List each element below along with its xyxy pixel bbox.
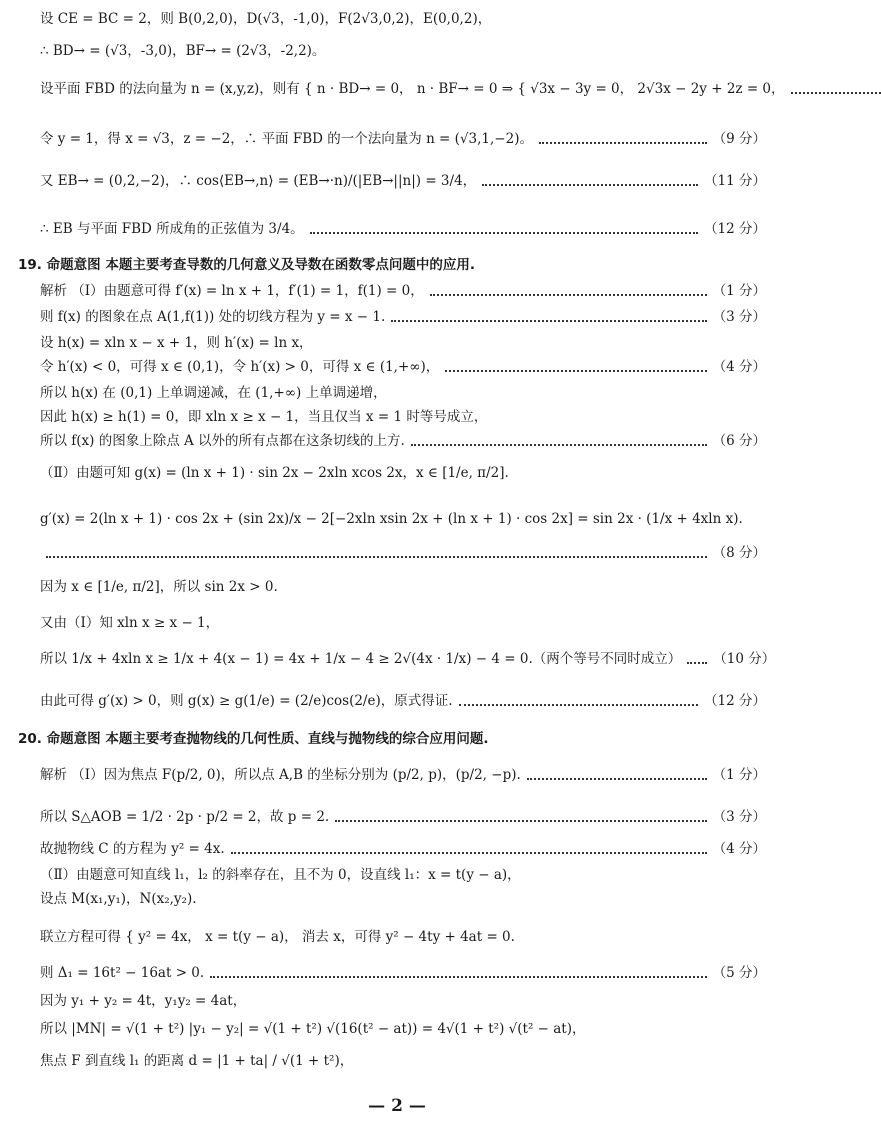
line-text: 由此可得 g′(x) > 0，则 g(x) ≥ g(1/e) = (2/e)cos(2/e)，原式得证. [40,693,453,709]
line-text: 联立方程可得 { y² = 4x， x = t(y − a)， 消去 x，可得 y² − 4ty + 4at = 0. [40,929,515,945]
solution-line [40,928,766,946]
solution-line [40,130,766,148]
solution-line [40,172,766,190]
dot-leader [231,851,707,854]
solution-line [40,408,766,426]
line-text: 设 CE = BC = 2，则 B(0,2,0)，D(√3，-1,0)，F(2√3,0,2)，E(0,0,2)， [40,11,492,27]
score-label: （12 分） [704,693,766,709]
line-text: 设 h(x) = xln x − x + 1，则 h′(x) = ln x， [40,335,313,351]
dot-leader [430,293,707,296]
solution-line [40,432,766,450]
line-text: 令 h′(x) < 0，可得 x ∈ (0,1)，令 h′(x) > 0，可得 x ∈ (1,+∞)， [40,359,440,375]
dot-leader [210,975,706,978]
line-text: 因为 x ∈ [1/e, π/2]，所以 sin 2x > 0. [40,579,278,595]
line-text: 所以 S△AOB = 1/2 · 2p · p/2 = 2，故 p = 2. [40,809,330,825]
solution-line [40,840,766,858]
solution-line [40,890,766,908]
line-text: 所以 |MN| = √(1 + t²) |y₁ − y₂| = √(1 + t²) √(16(t² − at)) = 4√(1 + t²) √(t² − at)， [40,1021,586,1037]
section-heading [18,256,766,274]
line-text: 19. 命题意图 本题主要考查导数的几何意义及导数在函数零点问题中的应用. [18,257,475,273]
score-label: （3 分） [712,309,766,325]
solution-line [40,964,766,982]
line-text: 令 y = 1，得 x = √3，z = −2，∴ 平面 FBD 的一个法向量为 n = (√3,1,−2)。 [40,131,533,147]
score-label: （5 分） [712,965,766,981]
line-text: 故抛物线 C 的方程为 y² = 4x. [40,841,225,857]
solution-line [40,10,766,28]
solution-line [40,282,766,300]
solution-line [40,866,766,884]
solution-line [40,1020,766,1038]
line-text: 20. 命题意图 本题主要考查抛物线的几何性质、直线与抛物线的综合应用问题. [18,731,489,747]
dot-leader [445,369,706,372]
score-label: （8 分） [712,545,766,561]
score-label: （1 分） [712,283,766,299]
score-label: （10 分） [713,651,776,667]
line-text: 因此 h(x) ≥ h(1) = 0，即 xln x ≥ x − 1，当且仅当 x = 1 时等号成立， [40,409,488,425]
line-text: 因为 y₁ + y₂ = 4t，y₁y₂ = 4at， [40,993,247,1009]
dot-leader [539,141,707,144]
score-label: （9 分） [712,131,766,147]
line-text: 又由（Ⅰ）知 xln x ≥ x − 1， [40,615,220,631]
section-heading [18,730,766,748]
dot-leader [527,777,707,780]
line-text: 解析 （Ⅰ）因为焦点 F(p/2, 0)，所以点 A,B 的坐标分别为 (p/2, p)，(p/2, −p). [40,767,521,783]
solution-line [40,1052,766,1070]
line-text: 所以 f(x) 的图象上除点 A 以外的所有点都在这条切线的上方. [40,433,405,449]
dot-leader [791,91,881,94]
solution-line [40,544,766,562]
line-text: 所以 1/x + 4xln x ≥ 1/x + 4(x − 1) = 4x + 1/x − 4 ≥ 2√(4x · 1/x) − 4 = 0.（两个等号不同时成立） [40,651,682,667]
dot-leader [335,819,706,822]
line-text: 则 f(x) 的图象在点 A(1,f(1)) 处的切线方程为 y = x − 1. [40,309,386,325]
solution-line [40,992,766,1010]
line-text: ∴ BD→ = (√3，-3,0)，BF→ = (2√3，-2,2)。 [40,43,326,59]
dot-leader [310,231,698,234]
score-label: （3 分） [712,809,766,825]
dot-leader [411,443,707,446]
solution-line [40,766,766,784]
line-text: 解析 （Ⅰ）由题意可得 f′(x) = ln x + 1，f′(1) = 1，f(1) = 0， [40,283,424,299]
solution-line [40,358,766,376]
line-text: 设平面 FBD 的法向量为 n = (x,y,z)，则有 { n · BD→ = 0， n · BF→ = 0 ⇒ { √3x − 3y = 0， 2√3x − 2y + 2z = 0， [40,81,785,97]
line-text: g′(x) = 2(ln x + 1) · cos 2x + (sin 2x)/x − 2[−2xln xsin 2x + (ln x + 1) · cos 2x] = sin 2x · (1/x + 4xln x). [40,511,743,527]
dot-leader [459,703,698,706]
line-text: （Ⅱ）由题可知 g(x) = (ln x + 1) · sin 2x − 2xln xcos 2x，x ∈ [1/e, π/2]. [40,465,509,481]
solution-line [40,384,766,402]
line-text: 焦点 F 到直线 l₁ 的距离 d = |1 + ta| / √(1 + t²)， [40,1053,354,1069]
solution-line [40,614,766,632]
solution-line [40,308,766,326]
line-text: （Ⅱ）由题意可知直线 l₁，l₂ 的斜率存在，且不为 0，设直线 l₁：x = t(y − a)， [40,867,521,883]
line-text: 所以 h(x) 在 (0,1) 上单调递减，在 (1,+∞) 上单调递增， [40,385,387,401]
dot-leader [687,661,707,664]
solution-line [40,220,766,238]
solution-line [40,80,785,98]
dot-leader [46,555,707,558]
score-label: （4 分） [712,359,766,375]
score-label: （1 分） [712,767,766,783]
solution-line [40,464,766,482]
score-label: （12 分） [704,221,766,237]
line-text: 则 Δ₁ = 16t² − 16at > 0. [40,965,205,981]
dot-leader [482,183,698,186]
solution-line [40,42,766,60]
line-text: 设点 M(x₁,y₁)，N(x₂,y₂). [40,891,197,907]
solution-line [40,578,766,596]
score-label: （4 分） [712,841,766,857]
dot-leader [391,319,706,322]
line-text: ∴ EB 与平面 FBD 所成角的正弦值为 3/4。 [40,221,304,237]
score-label: （6 分） [712,433,766,449]
score-label: （11 分） [704,173,766,189]
line-text: 又 EB→ = (0,2,−2)，∴ cos⟨EB→,n⟩ = (EB→·n)/(|EB→||n|) = 3/4， [40,173,477,189]
solution-line [40,510,766,528]
solution-line [40,692,766,710]
solution-line [40,808,766,826]
solution-line [40,650,776,668]
solution-line [40,334,766,352]
page-number: — 2 — [368,1096,426,1116]
